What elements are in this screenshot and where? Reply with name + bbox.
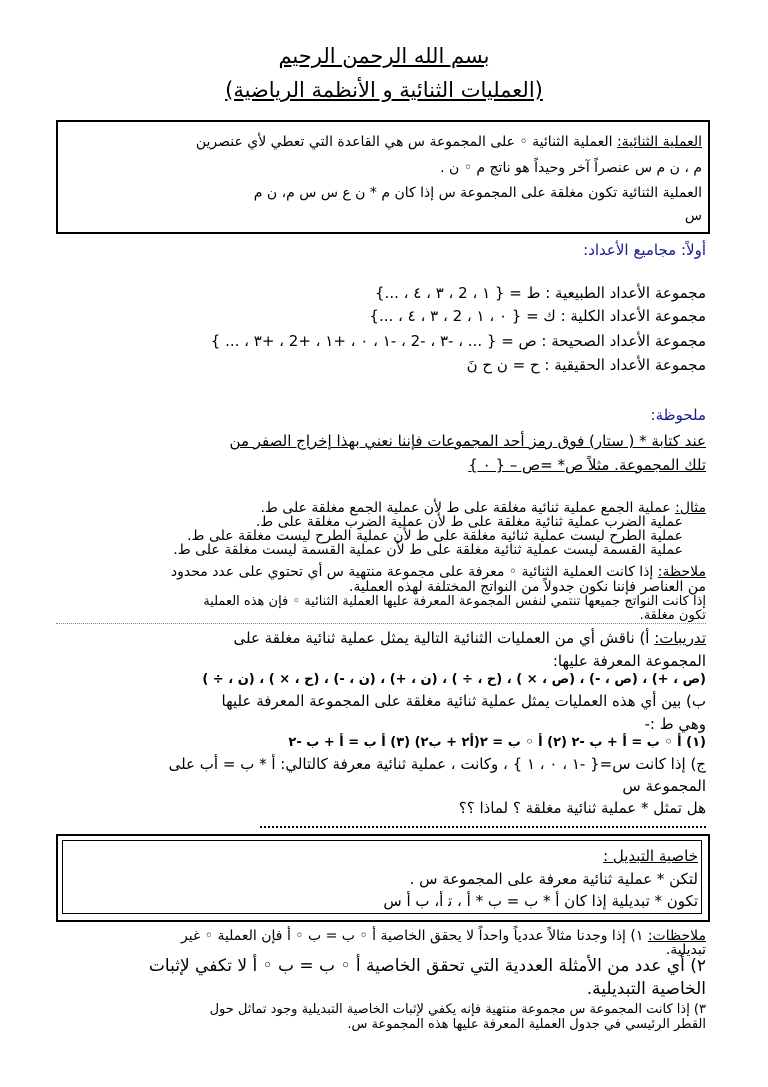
exercise-a-pairs: (ص ، +) ، (ص ، -) ، (ص ، × ) ، (ح ، ÷ ) ، (ن ، +) ، (ن ، -) ، (ح ، × ) ، (ن ، ÷ ) — [202, 672, 706, 687]
note-line-1: عند كتابة * ( ستار) فوق رمز أحد المجموعات فإننا نعني بهذا إخراج الصفر من — [229, 432, 706, 450]
definition-line-3: العملية الثنائية تكون مغلقة على المجموعة س إذا كان م * ن ع س س م، ن م — [253, 185, 702, 201]
definition-line-4: س — [684, 208, 702, 224]
remarks-label: ملاحظات: — [647, 928, 706, 944]
definition-line-2: م ، ن م س عنصراً آخر وحيداً هو ناتج م ◦ ن . — [440, 160, 702, 176]
example-text-1: عملية الجمع عملية ثنائية مغلقة على ط لأن عملية الجمع مغلقة على ط. — [260, 500, 671, 516]
remarks-item-3b: القطر الرئيسي في جدول العملية المعرفة عليها هذه المجموعة س. — [347, 1017, 706, 1032]
note-heading: ملحوظة: — [650, 406, 706, 424]
basmala: بسم الله الرحمن الرحيم — [278, 44, 490, 68]
remark-line-4: تكون مغلقة. — [639, 608, 706, 623]
sets-heading: أولاً: مجاميع الأعداد: — [583, 241, 706, 259]
exercise-a-line-2: المجموعة المعرفة عليها: — [552, 652, 706, 670]
example-label: مثال: — [675, 500, 706, 516]
exercise-a-line-1 — [234, 628, 707, 648]
remarks-item-1-text: ١) إذا وجدنا مثالاً عددياً واحداً لا يحقق الخاصية أ ◦ ب = ب ◦ أ فإن العملية ◦ غير — [181, 928, 644, 944]
exercise-b-line-2: وهي ط :- — [644, 715, 706, 733]
exercise-b-operations: (١) أ ◦ ب = أ + ب -٢ (٢) أ ◦ ب = ٢(أ٢ + ب٢) (٣) أ ب = أ + ب -٢ — [288, 735, 706, 750]
definition-line-1 — [196, 132, 702, 152]
note-line-2: تلك المجموعة. مثلاً ص* =ص – { ٠ } — [468, 456, 706, 474]
example-line-3: عملية الطرح ليست عملية ثنائية مغلقة على ط لأن عملية الطرح ليست مغلقة على ط. — [187, 528, 683, 544]
exercise-a-text: أ) ناقش أي من العمليات الثنائية التالية يمثل عملية ثنائية مغلقة على — [233, 629, 650, 647]
remark-label: ملاحظة: — [657, 564, 706, 580]
real-numbers: مجموعة الأعداد الحقيقية : ح = ن ح نَ — [466, 356, 706, 374]
commutative-heading: خاصية التبديل : — [603, 847, 698, 865]
divider — [56, 623, 706, 624]
integers: مجموعة الأعداد الصحيحة : ص = { ... ، -٣ ، -2 ، -١ ، ٠ ، +١ ، +2 ، +٣ ، ... } — [210, 332, 706, 350]
natural-numbers: مجموعة الأعداد الطبيعية : ط = { ١ ، 2 ، ٣ ، ٤ ، ...} — [375, 284, 706, 302]
remarks-item-2b: الخاصية التبديلية. — [586, 979, 706, 999]
commutative-line-1: لتكن * عملية ثنائية معرفة على المجموعة س . — [409, 870, 698, 888]
remark-line-3: إذا كانت النواتج جميعها تنتمي لنفس المجموعة المعرفة عليها العملية الثنائية ◦ فإن هذه العملية — [203, 594, 706, 609]
remarks-item-1 — [181, 926, 706, 946]
dotted-separator — [260, 826, 706, 828]
exercises-label: تدريبات: — [654, 629, 706, 647]
example-line-2: عملية الضرب عملية ثنائية مغلقة على ط لأن عملية الضرب مغلقة على ط. — [255, 514, 683, 530]
page-title: (العمليات الثنائية و الأنظمة الرياضية) — [225, 78, 543, 102]
exercise-c-line-1: ج) إذا كانت س={ -١ ، ٠ ، ١ } ، وكانت ، عملية ثنائية معرفة كالتالي: أ * ب = أب على — [168, 755, 706, 773]
remarks-item-1b: تبديلية. — [665, 942, 706, 958]
whole-numbers: مجموعة الأعداد الكلية : ك = { ٠ ، ١ ، 2 ، ٣ ، ٤ ، ...} — [369, 307, 706, 325]
remarks-item-2: ٢) أي عدد من الأمثلة العددية التي تحقق الخاصية أ ◦ ب = ب ◦ أ لا تكفي لإثبات — [148, 956, 706, 976]
definition-text-1: العملية الثنائية ◦ على المجموعة س هي القاعدة التي تعطي لأي عنصرين — [195, 134, 613, 150]
exercise-c-line-3: هل تمثل * عملية ثنائية مغلقة ؟ لماذا ؟؟ — [458, 799, 706, 817]
remark-text-1: إذا كانت العملية الثنائية ◦ معرفة على مجموعة منتهية س أي تحتوي على عدد محدود — [170, 564, 654, 580]
exercise-b-line-1: ب) بين أي هذه العمليات يمثل عملية ثنائية مغلقة على المجموعة المعرفة عليها — [221, 692, 706, 710]
exercise-c-line-2: المجموعة س — [622, 777, 706, 795]
example-line-4: عملية القسمة ليست عملية ثنائية مغلقة على ط لأن عملية القسمة ليست مغلقة على ط. — [173, 542, 683, 558]
remarks-item-3: ٣) إذا كانت المجموعة س مجموعة منتهية فإنه يكفي لإثبات الخاصية التبديلية وجود تماثل حول — [209, 1002, 706, 1017]
commutative-line-2: تكون * تبديلية إذا كان أ * ب = ب * أ ، ﺗ أ، ب أ س — [383, 892, 698, 910]
remark-line-2: من العناصر فإننا نكون جدولاً من النواتج المختلفة لهذه العملية. — [349, 579, 706, 595]
definition-label: العملية الثنائية: — [616, 134, 702, 150]
